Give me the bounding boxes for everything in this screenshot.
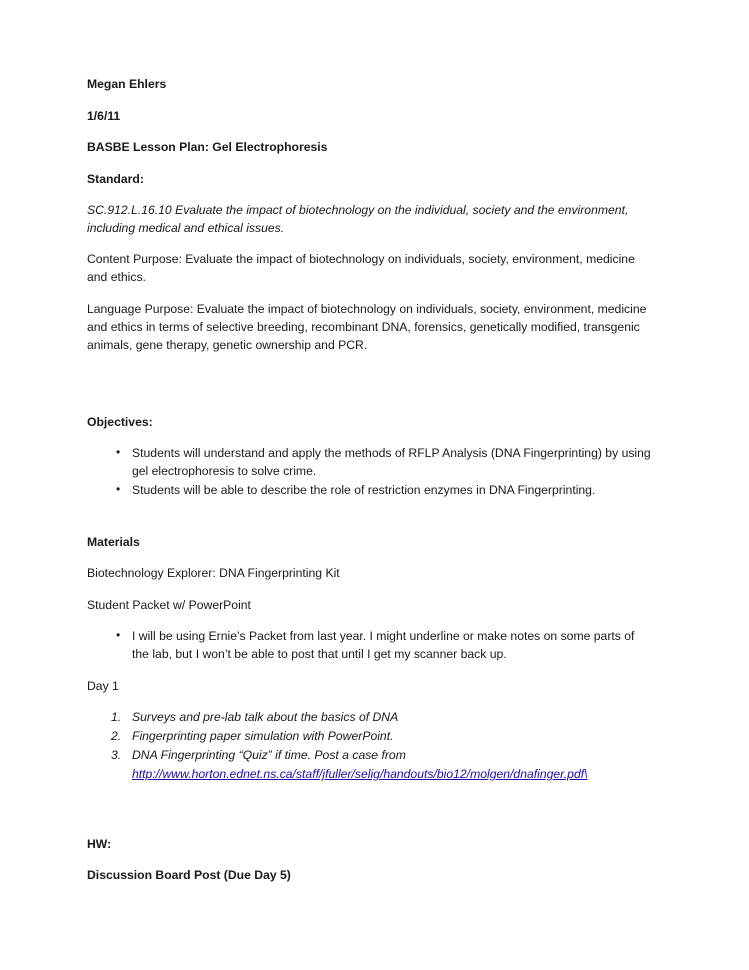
standard-text-line1: SC.912.L.16.10 Evaluate the impact of biotechnology on the individual, society and the environment, xyxy=(87,203,629,217)
language-purpose-line3: animals, gene therapy, genetic ownership and PCR. xyxy=(87,338,368,352)
materials-item-kit: Biotechnology Explorer: DNA Fingerprinting Kit xyxy=(87,566,340,580)
standard-text-line2: including medical and ethical issues. xyxy=(87,221,285,235)
objectives-heading: Objectives: xyxy=(87,415,153,429)
objective-text-line1: Students will be able to describe the role of restriction enzymes in DNA Fingerprinting. xyxy=(132,483,596,497)
day1-heading: Day 1 xyxy=(87,679,119,693)
objective-text-line1: Students will understand and apply the methods of RFLP Analysis (DNA Fingerprinting) by using xyxy=(132,446,651,460)
bullet-icon: • xyxy=(116,628,121,642)
date: 1/6/11 xyxy=(87,109,121,123)
content-purpose-line1: Content Purpose: Evaluate the impact of biotechnology on individuals, society, environment, medicine xyxy=(87,252,635,266)
day1-item-text: Fingerprinting paper simulation with PowerPoint. xyxy=(132,729,394,743)
hw-item: Discussion Board Post (Due Day 5) xyxy=(87,868,291,882)
materials-note-line2: the lab, but I won’t be able to post that until I get my scanner back up. xyxy=(132,647,507,661)
standard-heading: Standard: xyxy=(87,172,144,186)
list-number: 1. xyxy=(111,710,122,724)
author-name: Megan Ehlers xyxy=(87,77,167,91)
language-purpose-line2: and ethics in terms of selective breeding, recombinant DNA, forensics, genetically modified, transgenic xyxy=(87,320,640,334)
materials-note-line1: I will be using Ernie’s Packet from last year. I might underline or make notes on some parts of xyxy=(132,629,635,643)
bullet-icon: • xyxy=(116,445,121,459)
list-number: 3. xyxy=(111,748,122,762)
dnafinger-pdf-link[interactable]: http://www.horton.ednet.ns.ca/staff/jfuller/selig/handouts/bio12/molgen/dnafinger.pdf\ xyxy=(132,767,588,781)
day1-item-text: Surveys and pre-lab talk about the basics of DNA xyxy=(132,710,399,724)
day1-item-text: DNA Fingerprinting “Quiz” if time. Post a case from xyxy=(132,748,406,762)
bullet-icon: • xyxy=(116,482,121,496)
materials-item-packet: Student Packet w/ PowerPoint xyxy=(87,598,251,612)
objective-text-line2: gel electrophoresis to solve crime. xyxy=(132,464,317,478)
content-purpose-line2: and ethics. xyxy=(87,270,146,284)
language-purpose-line1: Language Purpose: Evaluate the impact of biotechnology on individuals, society, environment, medicine xyxy=(87,302,647,316)
list-number: 2. xyxy=(111,729,122,743)
materials-heading: Materials xyxy=(87,535,140,549)
document-title: BASBE Lesson Plan: Gel Electrophoresis xyxy=(87,140,328,154)
hw-heading: HW: xyxy=(87,837,112,851)
